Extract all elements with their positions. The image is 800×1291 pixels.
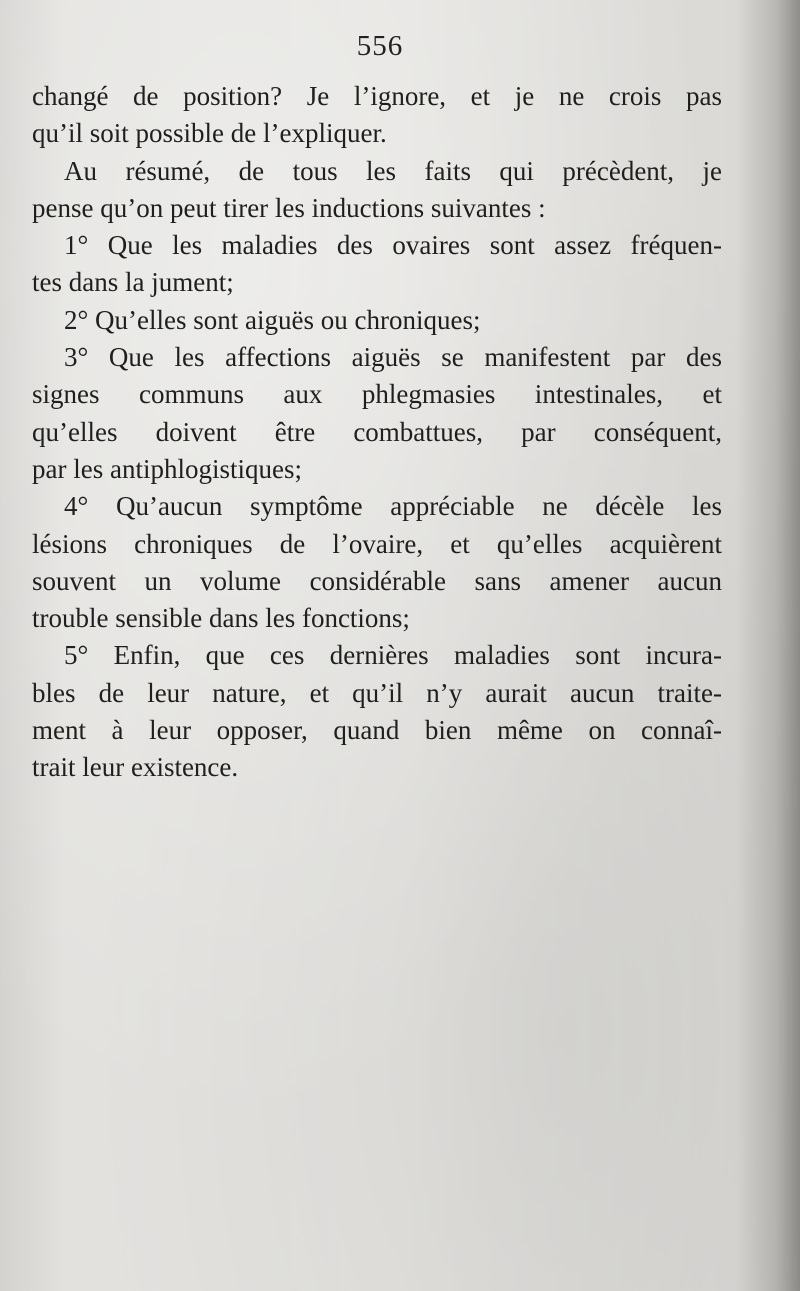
body-text xyxy=(32,78,722,787)
text-line: ment à leur opposer, quand bien même on connaî- xyxy=(32,715,722,746)
text-line: tes dans la jument; xyxy=(32,267,234,298)
text-line: trait leur existence. xyxy=(32,752,239,783)
text-line: signes communs aux phlegmasies intestinales, et xyxy=(32,379,722,410)
text-line: souvent un volume considérable sans amener aucun xyxy=(32,565,722,596)
text-line: 4° Qu’aucun symptôme appréciable ne décèle les xyxy=(64,491,722,522)
text-line: qu’il soit possible de l’expliquer. xyxy=(32,118,387,149)
text-line: changé de position? Je l’ignore, et je ne crois pas xyxy=(32,81,722,111)
text-line: Au résumé, de tous les faits qui précèdent, je xyxy=(64,155,722,186)
text-line: qu’elles doivent être combattues, par conséquent, xyxy=(32,416,722,447)
text-line: pense qu’on peut tirer les inductions suivantes : xyxy=(32,192,546,223)
text-line: 1° Que les maladies des ovaires sont assez fréquen- xyxy=(64,230,722,261)
text-line: 2° Qu’elles sont aiguës ou chroniques; xyxy=(64,304,481,335)
text-line: par les antiphlogistiques; xyxy=(32,453,302,484)
text-line: 3° Que les affections aiguës se manifestent par des xyxy=(64,342,722,373)
text-line: lésions chroniques de l’ovaire, et qu’elles acquièrent xyxy=(32,528,722,559)
text-line: bles de leur nature, et qu’il n’y aurait aucun traite- xyxy=(32,677,722,708)
page-number: 556 xyxy=(356,30,404,62)
text-line: trouble sensible dans les fonctions; xyxy=(32,603,410,634)
text-line: 5° Enfin, que ces dernières maladies sont incura- xyxy=(64,640,722,671)
